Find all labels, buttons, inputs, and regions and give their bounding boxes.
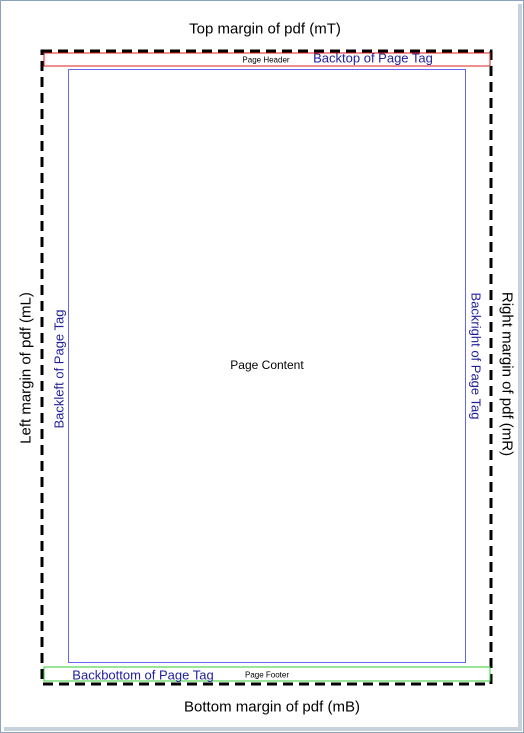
backright-label: Backright of Page Tag xyxy=(468,292,484,420)
right-margin-label: Right margin of pdf (mR) xyxy=(498,291,516,457)
page-header-label: Page Header xyxy=(242,55,290,65)
backtop-label: Backtop of Page Tag xyxy=(313,50,433,66)
page-footer-label: Page Footer xyxy=(244,670,290,680)
left-margin-label: Left margin of pdf (mL) xyxy=(17,292,35,444)
bottom-margin-label: Bottom margin of pdf (mB) xyxy=(184,698,360,716)
backleft-label: Backleft of Page Tag xyxy=(51,309,67,429)
page-content-label: Page Content xyxy=(230,358,304,372)
backbottom-label: Backbottom of Page Tag xyxy=(72,667,214,683)
top-margin-label: Top margin of pdf (mT) xyxy=(189,20,341,38)
